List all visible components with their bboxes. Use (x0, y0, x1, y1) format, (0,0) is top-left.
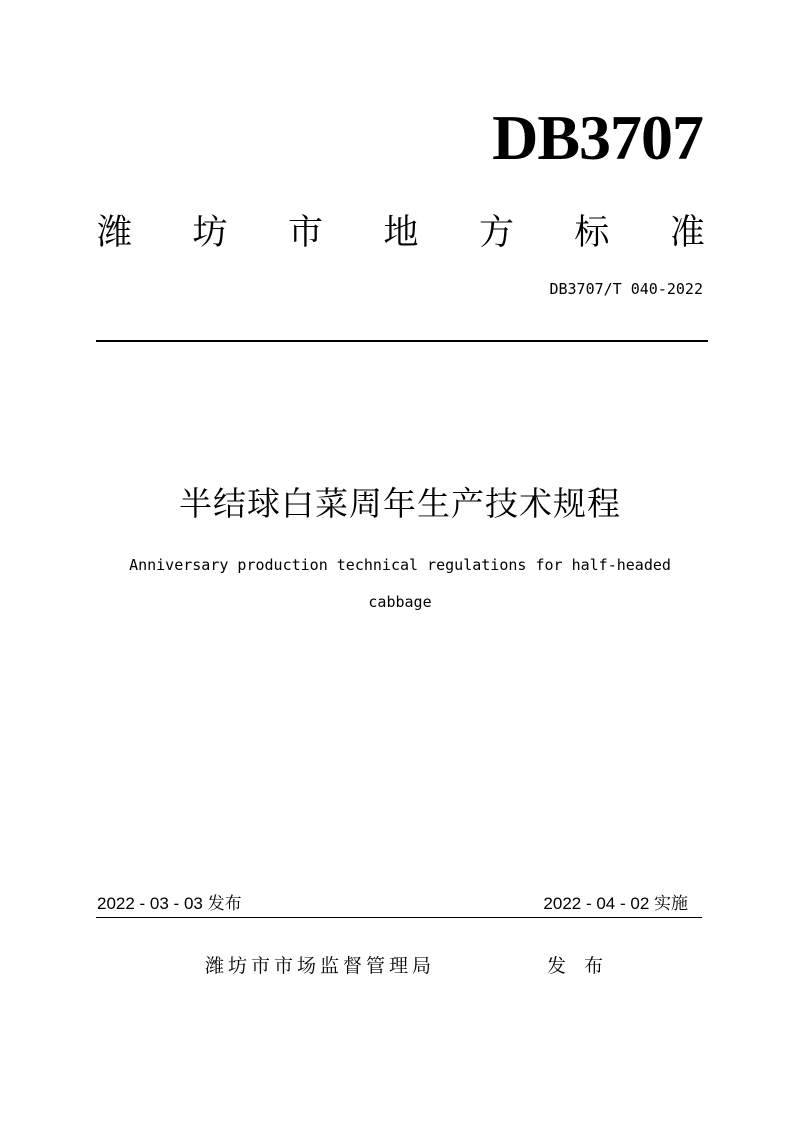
standard-type-char: 标 (574, 213, 610, 253)
title-english (110, 547, 690, 621)
standard-type-char: 潍 (97, 213, 133, 253)
publish-label: 发 布 (547, 955, 610, 977)
title-chinese: 半结球白菜周年生产技术规程 (179, 484, 621, 523)
standard-number: DB3707/T 040-2022 (549, 280, 703, 298)
title-english-line: cabbage (368, 593, 432, 611)
title-english-line: Anniversary production technical regulations for half-headed (129, 556, 671, 574)
standard-type-char: 准 (669, 213, 705, 253)
header-divider (96, 340, 708, 342)
standard-type-char: 坊 (192, 213, 228, 253)
standard-type-heading (97, 206, 705, 260)
standard-type-char: 方 (478, 213, 514, 253)
footer-divider (96, 917, 702, 918)
publisher-name: 潍坊市市场监督管理局 (205, 955, 436, 977)
document-code: DB3707 (492, 102, 703, 173)
publish-date: 2022 - 03 - 03 发布 (97, 894, 242, 913)
standard-type-char: 地 (383, 213, 419, 253)
standard-type-char: 市 (287, 213, 323, 253)
implement-date: 2022 - 04 - 02 实施 (543, 894, 688, 913)
